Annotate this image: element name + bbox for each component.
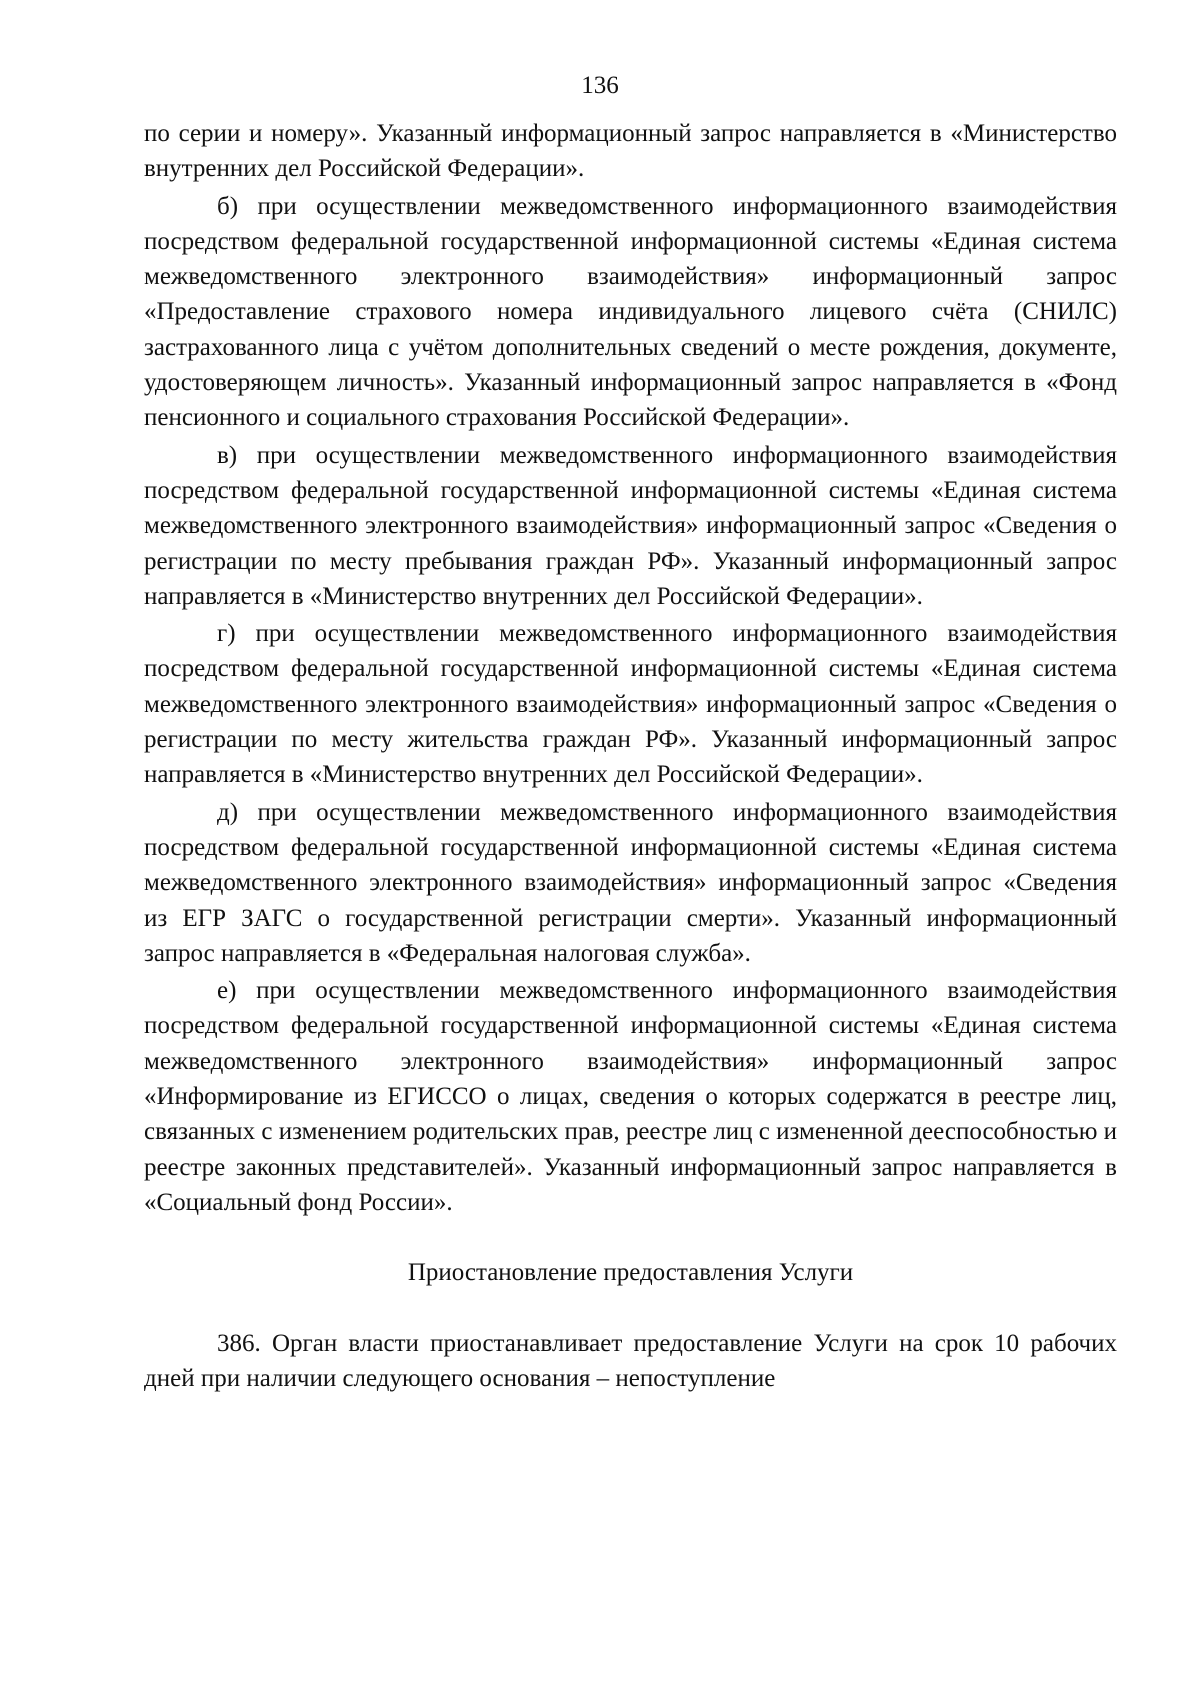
page-number: 136 [581, 72, 619, 99]
paragraph-386: 386. Орган власти приостанавливает предоставление Услуги на срок 10 рабочих дней при наличии следующего основания – непоступление [144, 1329, 1117, 1392]
paragraph-item-g: г) при осуществлении межведомственного информационного взаимодействия посредством федеральной государственной информационной системы «Единая система межведомственного электронного взаимодействия» информационный запрос «Сведения о регистрации по месту жительства граждан РФ». Указанный информационный запрос направляется в «Министерство внутренних дел Российской Федерации». [144, 620, 1117, 789]
paragraph-continuation: по серии и номеру». Указанный информационный запрос направляется в «Министерство внутренних дел Российской Федерации». [144, 120, 1117, 183]
paragraph-item-b: б) при осуществлении межведомственного информационного взаимодействия посредством федеральной государственной информационной системы «Единая система межведомственного электронного взаимодействия» информационный запрос «Предоставление страхового номера индивидуального лицевого счёта (СНИЛС) застрахованного лица с учётом дополнительных сведений о месте рождения, документе, удостоверяющем личность». Указанный информационный запрос направляется в «Фонд пенсионного и социального страхования Российской Федерации». [144, 192, 1117, 432]
paragraph-item-e: е) при осуществлении межведомственного информационного взаимодействия посредством федеральной государственной информационной системы «Единая система межведомственного электронного взаимодействия» информационный запрос «Информирование из ЕГИССО о лицах, сведения о которых содержатся в реестре лиц, связанных с изменением родительских прав, реестре лиц с измененной дееспособностью и реестре законных представителей». Указанный информационный запрос направляется в «Социальный фонд России». [144, 977, 1118, 1216]
section-heading: Приостановление предоставления Услуги [407, 1259, 854, 1287]
paragraph-item-d: д) при осуществлении межведомственного информационного взаимодействия посредством федеральной государственной информационной системы «Единая система межведомственного электронного взаимодействия» информационный запрос «Сведения из ЕГР ЗАГС о государственной регистрации смерти». Указанный информационный запрос направляется в «Федеральная налоговая служба». [144, 798, 1117, 967]
paragraph-item-v: в) при осуществлении межведомственного информационного взаимодействия посредством федеральной государственной информационной системы «Единая система межведомственного электронного взаимодействия» информационный запрос «Сведения о регистрации по месту пребывания граждан РФ». Указанный информационный запрос направляется в «Министерство внутренних дел Российской Федерации». [144, 441, 1117, 610]
document-body [144, 116, 1117, 1396]
